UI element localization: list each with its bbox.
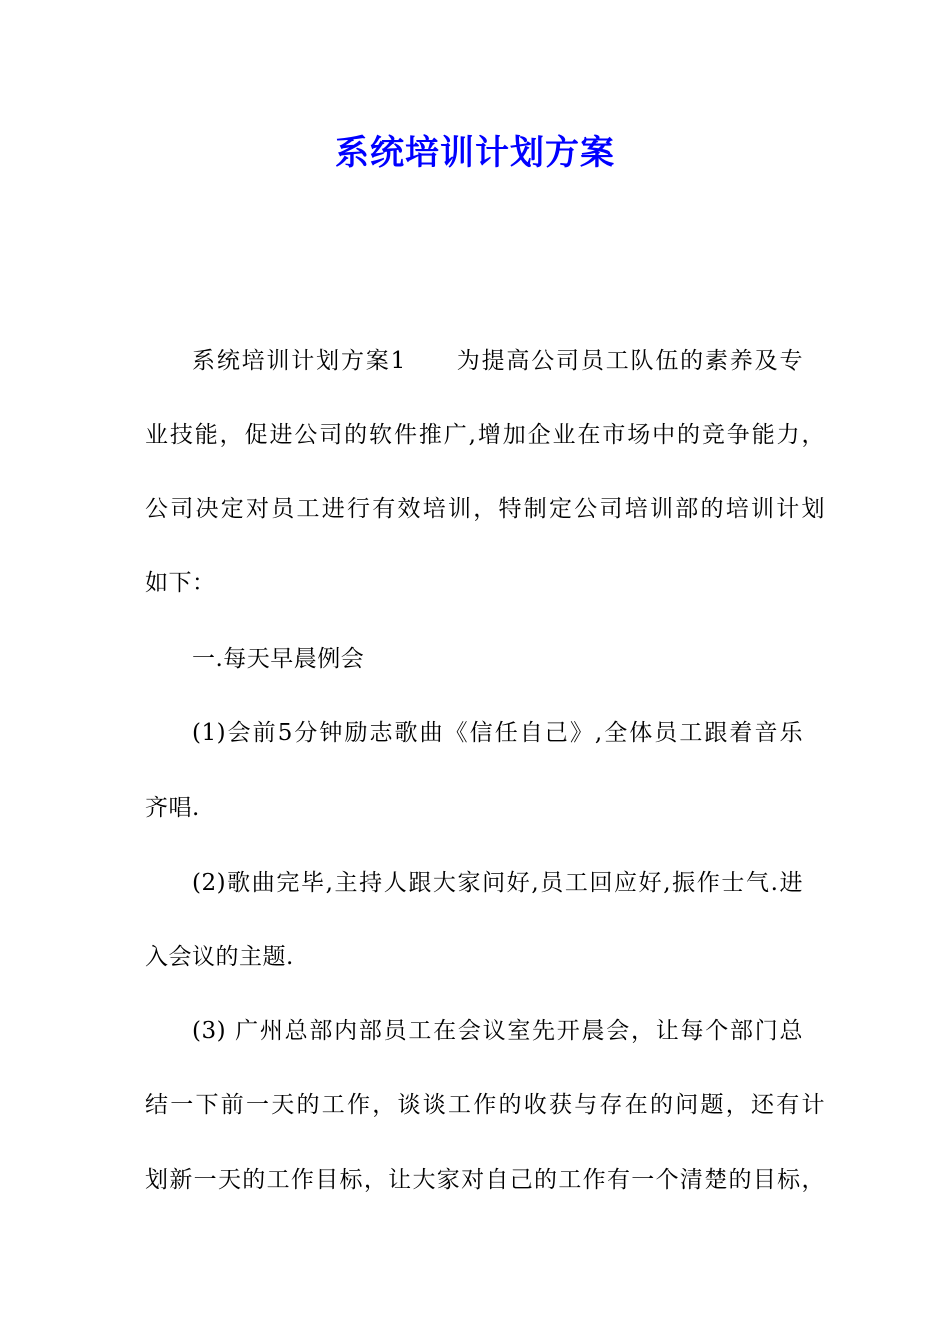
paragraph-line: 齐唱. xyxy=(145,795,200,821)
paragraph-line: 系统培训计划方案1 为提高公司员工队伍的素养及专 xyxy=(192,348,803,374)
paragraph-line: (1)会前5分钟励志歌曲《信任自己》,全体员工跟着音乐 xyxy=(192,720,803,746)
document-title: 系统培训计划方案 xyxy=(335,133,615,173)
paragraph-line: 业技能，促进公司的软件推广,增加企业在市场中的竞争能力， xyxy=(145,422,825,448)
paragraph-line: 划新一天的工作目标，让大家对自己的工作有一个清楚的目标， xyxy=(145,1167,825,1193)
paragraph-line: (3) 广州总部内部员工在会议室先开晨会，让每个部门总 xyxy=(192,1018,803,1044)
paragraph-line: (2)歌曲完毕,主持人跟大家问好,员工回应好,振作士气.进 xyxy=(192,870,803,896)
paragraph-line: 公司决定对员工进行有效培训，特制定公司培训部的培训计划 xyxy=(145,496,825,522)
paragraph-line: 如下： xyxy=(145,570,216,596)
paragraph-line: 结一下前一天的工作，谈谈工作的收获与存在的问题，还有计 xyxy=(145,1092,825,1118)
section-heading: 一.每天早晨例会 xyxy=(192,646,365,672)
paragraph-line: 入会议的主题. xyxy=(145,944,294,970)
